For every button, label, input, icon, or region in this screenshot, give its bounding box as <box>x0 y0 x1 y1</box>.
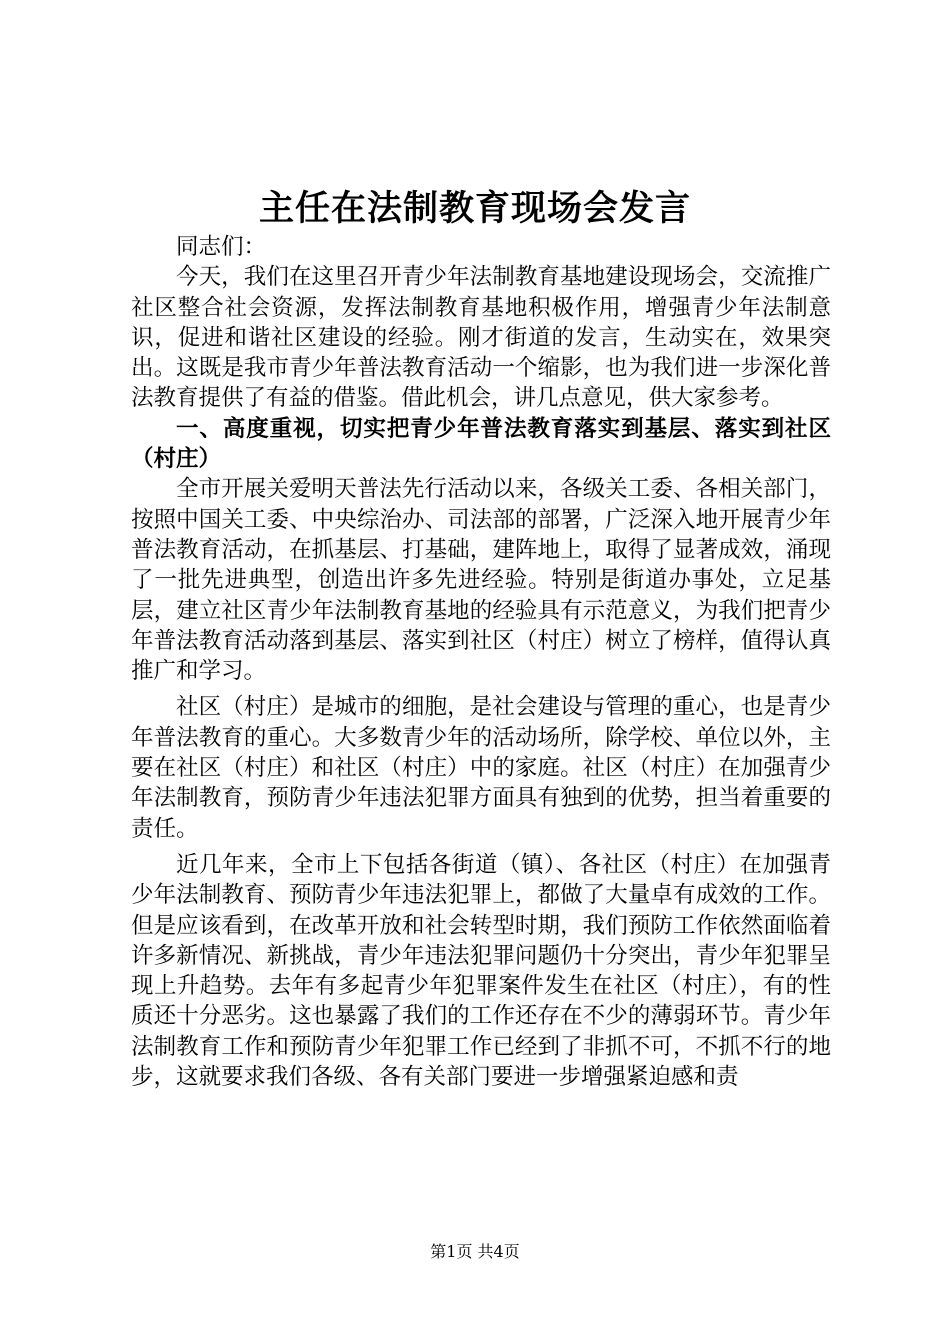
paragraph-section1-a: 全市开展关爱明天普法先行活动以来，各级关工委、各相关部门，按照中国关工委、中央综治办、司法部的部署，广泛深入地开展青少年普法教育活动，在抓基层、打基础，建阵地上，取得了显著成效，涌现了一批先进典型，创造出许多先进经验。特别是街道办事处，立足基层，建立社区青少年法制教育基地的经验具有示范意义，为我们把青少年普法教育活动落到基层、落实到社区（村庄）树立了榜样，值得认真推广和学习。 <box>131 476 831 685</box>
page-footer: 第1页 共4页 <box>430 1242 520 1261</box>
salutation: 同志们： <box>176 234 267 260</box>
document-title: 主任在法制教育现场会发言 <box>258 188 691 229</box>
paragraph-section1-b: 社区（村庄）是城市的细胞，是社会建设与管理的重心，也是青少年普法教育的重心。大多数青少年的活动场所，除学校、单位以外，主要在社区（村庄）和社区（村庄）中的家庭。社区（村庄）在加强青少年法制教育，预防青少年违法犯罪方面具有独到的优势，担当着重要的责任。 <box>131 694 831 842</box>
paragraph-section1-c: 近几年来，全市上下包括各街道（镇）、各社区（村庄）在加强青少年法制教育、预防青少年违法犯罪上，都做了大量卓有成效的工作。但是应该看到，在改革开放和社会转型时期，我们预防工作依然面临着许多新情况、新挑战，青少年违法犯罪问题仍十分突出，青少年犯罪呈现上升趋势。去年有多起青少年犯罪案件发生在社区（村庄），有的性质还十分恶劣。这也暴露了我们的工作还存在不少的薄弱环节。青少年法制教育工作和预防青少年犯罪工作已经到了非抓不可，不抓不行的地步，这就要求我们各级、各有关部门要进一步增强紧迫感和责 <box>131 851 831 1091</box>
section-heading-1: 一、高度重视，切实把青少年普法教育落实到基层、落实到社区（村庄） <box>131 415 831 473</box>
paragraph-intro: 今天，我们在这里召开青少年法制教育基地建设现场会，交流推广社区整合社会资源，发挥法制教育基地积极作用，增强青少年法制意识，促进和谐社区建设的经验。刚才街道的发言，生动实在，效果突出。这既是我市青少年普法教育活动一个缩影，也为我们进一步深化普法教育提供了有益的借鉴。借此机会，讲几点意见，供大家参考。 <box>131 264 831 412</box>
document-body <box>131 232 831 1092</box>
